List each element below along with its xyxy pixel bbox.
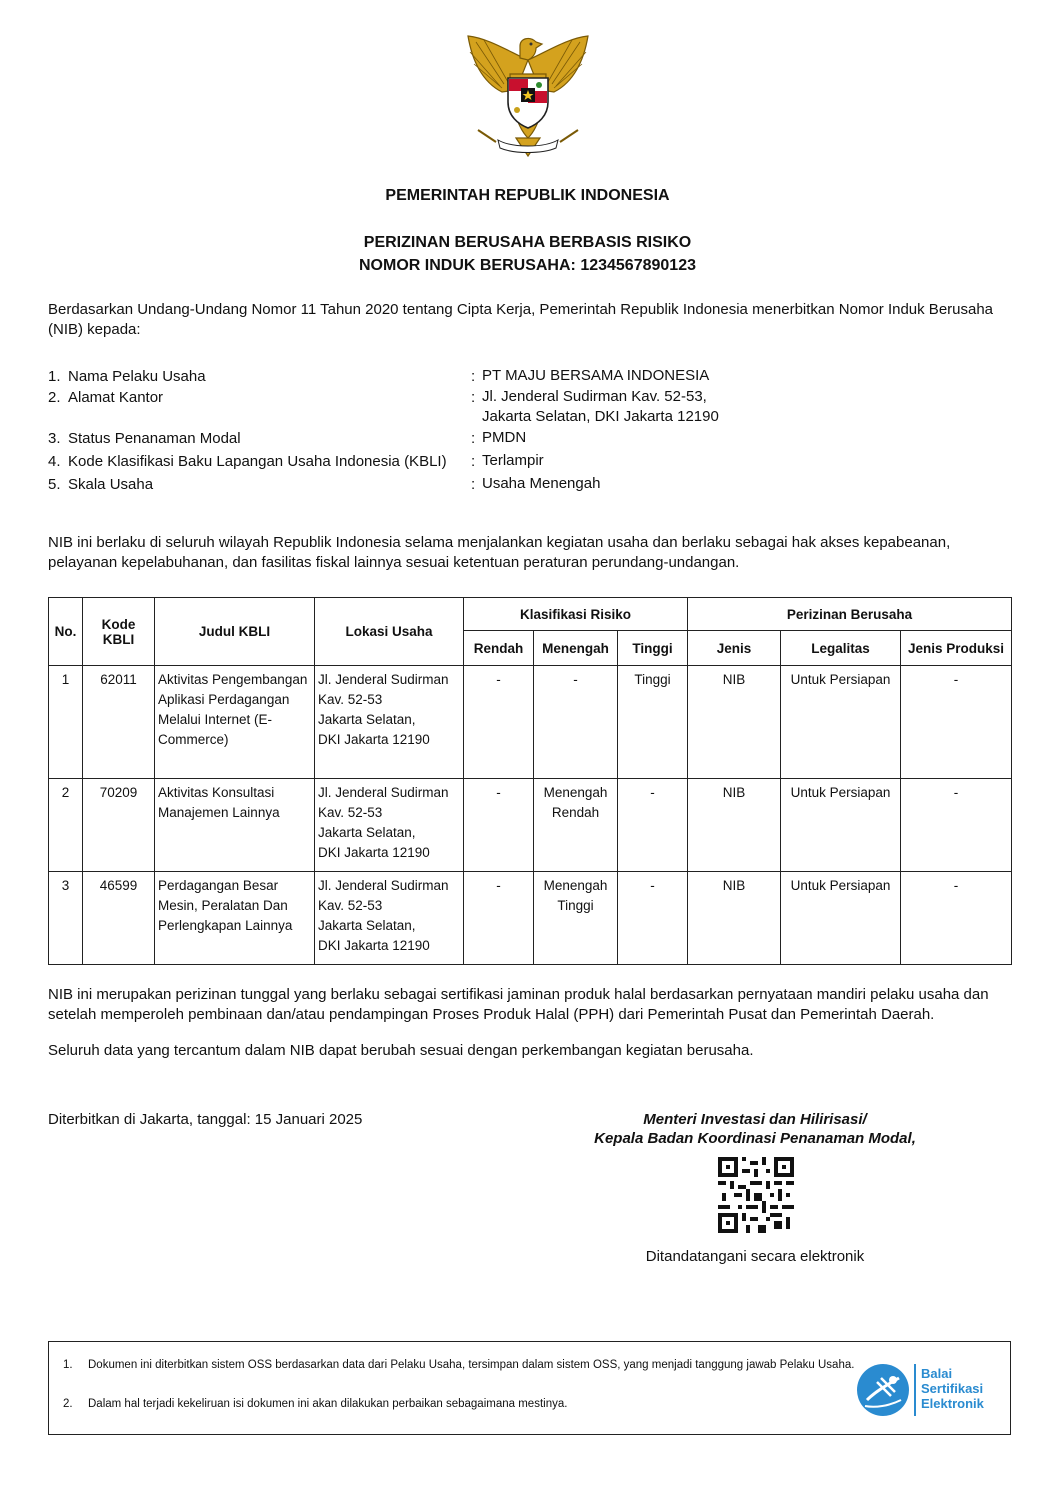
cell-legalitas: Untuk Persiapan [781, 666, 901, 779]
cell-jenis: NIB [688, 779, 781, 872]
lokasi-line: Jl. Jenderal Sudirman [318, 878, 449, 893]
qr-code-icon [718, 1157, 794, 1233]
cell-menengah: - [534, 666, 618, 779]
field-number: 1. [48, 368, 61, 385]
cell-rendah: - [464, 666, 534, 779]
lokasi-line: DKI Jakarta 12190 [318, 938, 430, 953]
cell-lokasi [315, 779, 464, 872]
lokasi-line: Jakarta Selatan, [318, 918, 416, 933]
field-value-kbli: Terlampir [482, 452, 544, 469]
cell-kode: 62011 [83, 666, 155, 779]
halal-paragraph: NIB ini merupakan perizinan tunggal yang berlaku sebagai sertifikasi jaminan produk halal berdasarkan pernyataan mandiri pelaku usaha dan setelah memperoleh pembinaan dan/atau pendampingan Proses Produk Halal (PPH) dari Pemerintah Pusat dan Pemerintah Daerah. [48, 986, 989, 1023]
cell-tinggi: - [618, 872, 688, 965]
lokasi-line: Kav. 52-53 [318, 898, 383, 913]
table-row [49, 872, 1012, 965]
cell-rendah: - [464, 779, 534, 872]
lokasi-line: DKI Jakarta 12190 [318, 732, 430, 747]
field-label-alamat: Alamat Kantor [68, 389, 164, 406]
cell-jenis-produksi: - [901, 666, 1012, 779]
cell-jenis-produksi: - [901, 779, 1012, 872]
field-separator: : [471, 430, 476, 447]
lokasi-line: DKI Jakarta 12190 [318, 845, 430, 860]
header-klasifikasi-risiko: Klasifikasi Risiko [464, 598, 688, 631]
field-label-skala: Skala Usaha [68, 476, 154, 493]
lokasi-line: Jakarta Selatan, [318, 825, 416, 840]
footnote-text: Dokumen ini diterbitkan sistem OSS berdasarkan data dari Pelaku Usaha, tersimpan dalam sistem OSS, yang menjadi tanggung jawab Pelaku Usaha. [88, 1359, 855, 1371]
field-label-status: Status Penanaman Modal [68, 430, 241, 447]
intro-paragraph: Berdasarkan Undang-Undang Nomor 11 Tahun 2020 tentang Cipta Kerja, Pemerintah Republik Indonesia menerbitkan Nomor Induk Berusaha (NIB) kepada: [48, 301, 994, 338]
field-label-kbli: Kode Klasifikasi Baku Lapangan Usaha Indonesia (KBLI) [68, 453, 447, 470]
cell-jenis-produksi: - [901, 872, 1012, 965]
garuda-emblem [458, 30, 598, 170]
kbli-table [48, 597, 1012, 965]
signatory-title-2: Kepala Badan Koordinasi Penanaman Modal, [594, 1130, 916, 1147]
lokasi-line: Kav. 52-53 [318, 805, 383, 820]
cell-rendah: - [464, 872, 534, 965]
header-jenis: Jenis [688, 631, 781, 666]
cell-tinggi: Tinggi [618, 666, 688, 779]
lokasi-line: Jakarta Selatan, [318, 712, 416, 727]
footnote-number: 1. [63, 1359, 73, 1371]
bse-line-3: Elektronik [921, 1396, 984, 1411]
bse-logo-icon [855, 1362, 911, 1418]
footnote-number: 2. [63, 1398, 73, 1410]
field-value-nama: PT MAJU BERSAMA INDONESIA [482, 367, 710, 384]
field-number: 5. [48, 476, 61, 493]
cell-legalitas: Untuk Persiapan [781, 779, 901, 872]
cell-tinggi: - [618, 779, 688, 872]
validity-paragraph: NIB ini berlaku di seluruh wilayah Republik Indonesia selama menjalankan kegiatan usaha dan berlaku sebagai hak akses kepabeanan, pelayanan kepelabuhanan, dan fasilitas fiskal lainnya sesuai ketentuan peraturan perundang-undangan. [48, 534, 951, 571]
cell-judul: Aktivitas Pengembangan Aplikasi Perdagangan Melalui Internet (E-Commerce) [155, 666, 315, 779]
field-label-nama: Nama Pelaku Usaha [68, 368, 206, 385]
cell-kode: 46599 [83, 872, 155, 965]
nib-number: NOMOR INDUK BERUSAHA: 1234567890123 [358, 257, 696, 274]
signatory-title-1: Menteri Investasi dan Hilirisasi/ [643, 1111, 867, 1128]
header-tinggi: Tinggi [618, 631, 688, 666]
header-legalitas: Legalitas [781, 631, 901, 666]
table-row [49, 666, 1012, 779]
issued-date: Diterbitkan di Jakarta, tanggal: 15 Januari 2025 [48, 1111, 363, 1128]
field-separator: : [471, 368, 476, 385]
lokasi-line: Kav. 52-53 [318, 692, 383, 707]
cell-no: 2 [49, 779, 83, 872]
document-title: PERIZINAN BERUSAHA BERBASIS RISIKO [363, 234, 692, 251]
header-perizinan-berusaha: Perizinan Berusaha [688, 598, 1012, 631]
cell-kode: 70209 [83, 779, 155, 872]
cell-judul: Perdagangan Besar Mesin, Peralatan Dan Perlengkapan Lainnya [155, 872, 315, 965]
footnote-text: Dalam hal terjadi kekeliruan isi dokumen ini akan dilakukan perbaikan sebagaimana mestinya. [88, 1398, 568, 1410]
cell-no: 1 [49, 666, 83, 779]
field-number: 4. [48, 453, 61, 470]
electronic-signature-note: Ditandatangani secara elektronik [645, 1248, 865, 1265]
header-no: No. [49, 598, 83, 666]
cell-legalitas: Untuk Persiapan [781, 872, 901, 965]
lokasi-line: Jl. Jenderal Sudirman [318, 672, 449, 687]
table-row [49, 779, 1012, 872]
bse-line-2: Sertifikasi [921, 1381, 984, 1396]
change-paragraph: Seluruh data yang tercantum dalam NIB dapat berubah sesuai dengan perkembangan kegiatan berusaha. [48, 1042, 754, 1059]
header-lokasi-usaha: Lokasi Usaha [315, 598, 464, 666]
field-separator: : [471, 453, 476, 470]
bse-line-1: Balai [921, 1366, 953, 1381]
cell-lokasi [315, 872, 464, 965]
header-jenis-produksi: Jenis Produksi [901, 631, 1012, 666]
footer-notes-box [48, 1341, 1011, 1435]
field-value-alamat: Jl. Jenderal Sudirman Kav. 52-53, [482, 388, 707, 405]
cell-no: 3 [49, 872, 83, 965]
government-title: PEMERINTAH REPUBLIK INDONESIA [385, 187, 670, 204]
field-separator: : [471, 389, 476, 406]
field-number: 2. [48, 389, 61, 406]
field-number: 3. [48, 430, 61, 447]
cell-menengah: Menengah Tinggi [534, 872, 618, 965]
cell-menengah: Menengah Rendah [534, 779, 618, 872]
cell-jenis: NIB [688, 872, 781, 965]
header-menengah: Menengah [534, 631, 618, 666]
header-kode-kbli: Kode KBLI [83, 598, 155, 666]
cell-judul: Aktivitas Konsultasi Manajemen Lainnya [155, 779, 315, 872]
cell-lokasi [315, 666, 464, 779]
field-value-skala: Usaha Menengah [482, 475, 601, 492]
bse-divider [914, 1364, 916, 1416]
header-rendah: Rendah [464, 631, 534, 666]
field-value-status: PMDN [482, 429, 527, 446]
field-separator: : [471, 476, 476, 493]
lokasi-line: Jl. Jenderal Sudirman [318, 785, 449, 800]
header-judul-kbli: Judul KBLI [155, 598, 315, 666]
cell-jenis: NIB [688, 666, 781, 779]
field-value-alamat-line2: Jakarta Selatan, DKI Jakarta 12190 [482, 408, 719, 425]
